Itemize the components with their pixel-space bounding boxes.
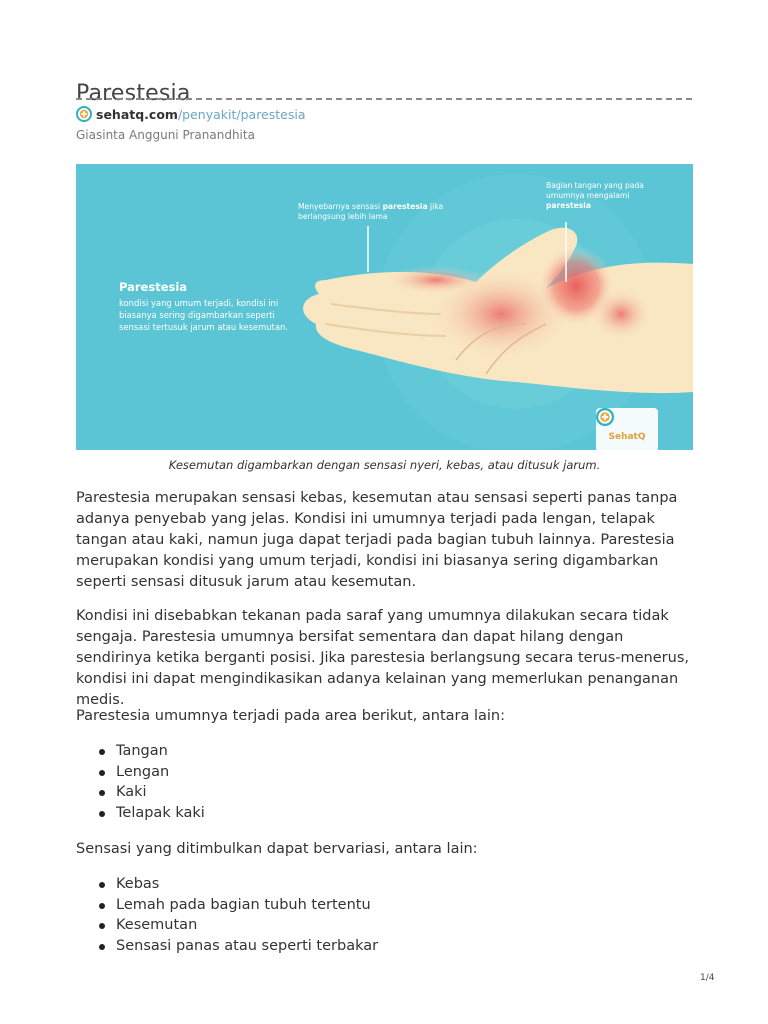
title-divider bbox=[76, 98, 692, 100]
list-item: Sensasi panas atau seperti terbakar bbox=[76, 936, 696, 957]
paragraph-4: Sensasi yang ditimbulkan dapat bervariasi, antara lain: bbox=[76, 841, 478, 857]
paragraph-3: Parestesia umumnya terjadi pada area berikut, antara lain: bbox=[76, 708, 506, 724]
sehatq-logo-icon bbox=[596, 408, 614, 426]
list-item: Lemah pada bagian tubuh tertentu bbox=[76, 895, 696, 916]
source-domain[interactable]: sehatq.com bbox=[96, 106, 178, 122]
illustration-annotation-spread: Menyebarnya sensasi parestesia jika berlangsung lebih lama bbox=[298, 202, 444, 221]
paragraph-2: Kondisi ini disebabkan tekanan pada saraf yang umumnya dilakukan secara tidak sengaja. Parestesia umumnya bersifat sementara dan dapat hilang dengan sendirinya ketika berganti posisi. Jika parestesia berlangsung secara terus-menerus, kondisi ini dapat mengindikasikan adanya kelainan yang memerlukan penanganan medis. bbox=[76, 608, 689, 708]
list-item: Lengan bbox=[76, 762, 696, 783]
page-number: 1/4 bbox=[700, 973, 715, 983]
illustration-label-title: Parestesia bbox=[119, 280, 188, 294]
source-link[interactable] bbox=[76, 104, 306, 124]
sehatq-badge bbox=[596, 408, 658, 450]
article-illustration bbox=[76, 164, 693, 450]
figure-caption: Kesemutan digambarkan dengan sensasi nyeri, kebas, atau ditusuk jarum. bbox=[168, 458, 601, 472]
list-item: Kebas bbox=[76, 874, 696, 895]
sehatq-brand-name: SehatQ bbox=[608, 432, 646, 442]
list-item: Kaki bbox=[76, 782, 696, 803]
source-path[interactable]: /penyakit/parestesia bbox=[177, 106, 306, 122]
page-title: Parestesia bbox=[76, 80, 191, 106]
areas-list bbox=[76, 741, 696, 823]
illustration-annotation-hand-area: Bagian tangan yang pada umumnya mengalami parestesia bbox=[546, 181, 644, 210]
list-item: Telapak kaki bbox=[76, 803, 696, 824]
illustration-label-body: kondisi yang umum terjadi, kondisi ini biasanya sering digambarkan seperti sensasi tertusuk jarum atau kesemutan. bbox=[119, 298, 288, 332]
sensations-list bbox=[76, 874, 696, 956]
list-item: Kesemutan bbox=[76, 915, 696, 936]
sehatq-logo-icon bbox=[76, 106, 92, 122]
author-name: Giasinta Angguni Pranandhita bbox=[76, 128, 255, 142]
paragraph-1: Parestesia merupakan sensasi kebas, kesemutan atau sensasi seperti panas tanpa adanya penyebab yang jelas. Kondisi ini umumnya terjadi pada lengan, telapak tangan atau kaki, namun juga dapat terjadi pada bagian tubuh lainnya. Parestesia merupakan kondisi yang umum terjadi, kondisi ini biasanya sering digambarkan seperti sensasi ditusuk jarum atau kesemutan. bbox=[76, 490, 678, 590]
list-item: Tangan bbox=[76, 741, 696, 762]
